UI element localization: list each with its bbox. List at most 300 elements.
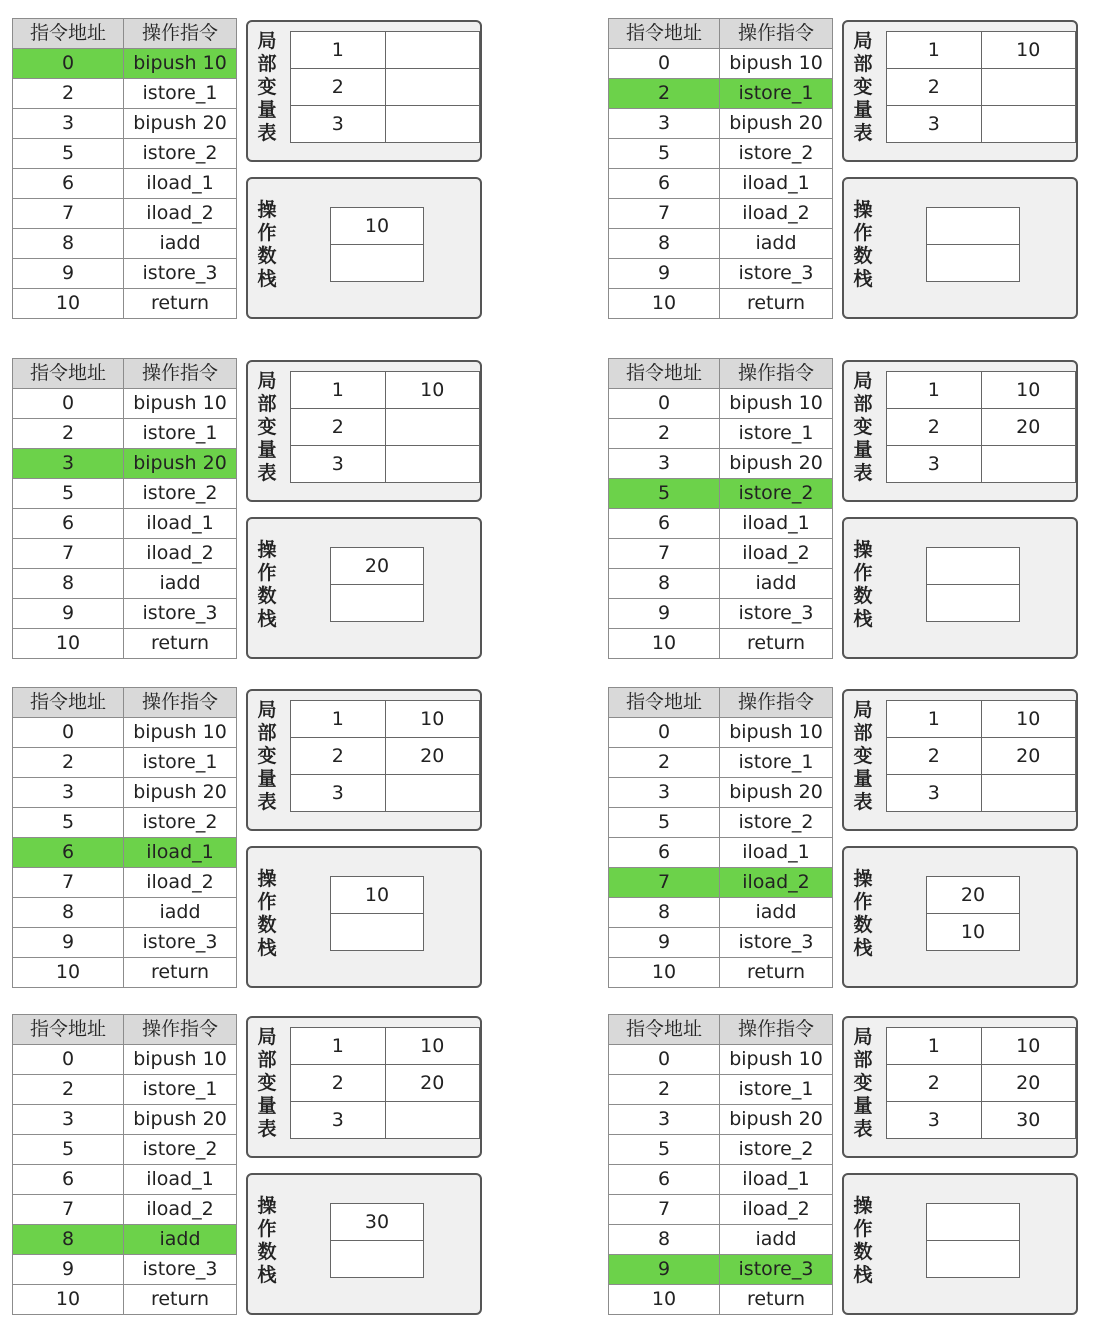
- instruction-opcode: iadd: [720, 569, 833, 599]
- instruction-row: [13, 1105, 237, 1135]
- local-variable-row: [291, 775, 480, 812]
- local-variable-table: [886, 700, 1076, 812]
- instruction-opcode: iload_2: [124, 1195, 237, 1225]
- instruction-opcode: iadd: [720, 229, 833, 259]
- operand-stack-label: [852, 1195, 874, 1287]
- label-char: 局: [853, 370, 873, 392]
- local-variable-row: [291, 701, 480, 738]
- label-char: 量: [853, 99, 873, 121]
- instruction-row: [13, 748, 237, 778]
- label-char: 操: [257, 539, 277, 561]
- stack-slot-value: 10: [331, 208, 424, 245]
- instruction-header-row: [609, 1015, 833, 1045]
- label-char: 变: [257, 416, 277, 438]
- operand-stack-label: [852, 868, 874, 960]
- step-panel: [0, 996, 500, 1308]
- slot-value: 30: [981, 1102, 1076, 1139]
- instruction-row-current: [13, 49, 237, 79]
- slot-value: 10: [385, 701, 480, 738]
- label-char: 作: [853, 1218, 873, 1240]
- operand-stack-table: [926, 207, 1020, 282]
- label-char: 操: [853, 1195, 873, 1217]
- instruction-address: 2: [609, 419, 720, 449]
- label-char: 变: [853, 416, 873, 438]
- label-char: 作: [257, 1218, 277, 1240]
- slot-index: 2: [291, 409, 386, 446]
- instruction-opcode: iadd: [124, 569, 237, 599]
- instruction-address: 7: [13, 868, 124, 898]
- label-char: 量: [257, 768, 277, 790]
- instruction-opcode: bipush 20: [124, 109, 237, 139]
- label-char: 表: [257, 791, 277, 813]
- slot-value: [981, 775, 1076, 812]
- instruction-row: [13, 1135, 237, 1165]
- instruction-opcode: return: [124, 958, 237, 988]
- label-char: 栈: [853, 608, 873, 630]
- instruction-opcode: istore_3: [124, 1255, 237, 1285]
- label-char: 作: [853, 891, 873, 913]
- operand-stack-box: [246, 846, 482, 988]
- instruction-opcode: return: [720, 1285, 833, 1315]
- instruction-address: 9: [609, 259, 720, 289]
- stack-slot-row: [331, 548, 424, 585]
- step-panel: [0, 0, 500, 312]
- slot-value: 10: [981, 1028, 1076, 1065]
- instruction-row-current: [609, 79, 833, 109]
- local-variable-label: [256, 699, 278, 814]
- instruction-address: 0: [609, 1045, 720, 1075]
- instruction-address: 0: [609, 389, 720, 419]
- label-char: 变: [853, 1072, 873, 1094]
- slot-value: [981, 69, 1076, 106]
- instruction-opcode: iload_1: [720, 1165, 833, 1195]
- label-char: 表: [853, 122, 873, 144]
- label-char: 量: [257, 1095, 277, 1117]
- header-address: 指令地址: [13, 19, 124, 49]
- slot-index: 2: [887, 69, 982, 106]
- step-panel: [596, 340, 1096, 652]
- instruction-row: [609, 778, 833, 808]
- slot-index: 1: [887, 701, 982, 738]
- instruction-row: [609, 718, 833, 748]
- header-opcode: 操作指令: [124, 19, 237, 49]
- slot-index: 2: [887, 1065, 982, 1102]
- label-char: 部: [853, 1049, 873, 1071]
- instruction-address: 6: [609, 509, 720, 539]
- label-char: 表: [853, 791, 873, 813]
- label-char: 量: [853, 1095, 873, 1117]
- instruction-opcode: bipush 20: [124, 778, 237, 808]
- instruction-address: 8: [13, 898, 124, 928]
- instruction-address: 7: [609, 199, 720, 229]
- operand-stack-label: [852, 539, 874, 631]
- instruction-row: [609, 199, 833, 229]
- operand-stack-label: [256, 1195, 278, 1287]
- stack-slot-value: [331, 245, 424, 282]
- instruction-address: 6: [13, 838, 124, 868]
- operand-stack-table: [926, 1203, 1020, 1278]
- label-char: 量: [853, 768, 873, 790]
- instruction-opcode: iload_2: [720, 199, 833, 229]
- instruction-address: 8: [609, 898, 720, 928]
- header-opcode: 操作指令: [720, 688, 833, 718]
- instruction-table: [12, 687, 237, 988]
- slot-index: 3: [887, 106, 982, 143]
- operand-stack-box: [246, 177, 482, 319]
- stack-slot-value: [927, 585, 1020, 622]
- instruction-opcode: return: [124, 289, 237, 319]
- operand-stack-label: [256, 199, 278, 291]
- stack-slot-value: 20: [331, 548, 424, 585]
- instruction-opcode: iload_1: [124, 1165, 237, 1195]
- instruction-opcode: bipush 20: [720, 109, 833, 139]
- instruction-opcode: istore_2: [124, 139, 237, 169]
- local-variable-label: [852, 370, 874, 485]
- instruction-address: 7: [609, 868, 720, 898]
- label-char: 操: [853, 199, 873, 221]
- instruction-table: [12, 18, 237, 319]
- local-variable-row: [887, 1065, 1076, 1102]
- label-char: 数: [853, 245, 873, 267]
- step-panel: [596, 996, 1096, 1308]
- label-char: 局: [257, 30, 277, 52]
- label-char: 局: [257, 699, 277, 721]
- instruction-header-row: [609, 688, 833, 718]
- slot-value: 10: [981, 701, 1076, 738]
- label-char: 操: [853, 868, 873, 890]
- instruction-row: [609, 1165, 833, 1195]
- instruction-address: 8: [609, 229, 720, 259]
- label-char: 栈: [257, 608, 277, 630]
- operand-stack-table: [330, 547, 424, 622]
- instruction-address: 7: [13, 1195, 124, 1225]
- instruction-opcode: bipush 10: [720, 389, 833, 419]
- stack-slot-value: [331, 1241, 424, 1278]
- slot-index: 2: [291, 69, 386, 106]
- instruction-address: 5: [13, 808, 124, 838]
- local-variable-label: [852, 699, 874, 814]
- slot-value: 20: [385, 738, 480, 775]
- slot-index: 1: [887, 32, 982, 69]
- instruction-address: 0: [609, 49, 720, 79]
- instruction-row: [13, 1075, 237, 1105]
- instruction-opcode: istore_3: [720, 599, 833, 629]
- instruction-row: [609, 898, 833, 928]
- stack-slot-row: [331, 877, 424, 914]
- instruction-row-current: [609, 1255, 833, 1285]
- instruction-address: 0: [609, 718, 720, 748]
- instruction-address: 6: [13, 1165, 124, 1195]
- instruction-address: 9: [609, 928, 720, 958]
- local-variable-row: [887, 1028, 1076, 1065]
- instruction-address: 5: [13, 1135, 124, 1165]
- instruction-row: [609, 748, 833, 778]
- instruction-opcode: iload_1: [124, 509, 237, 539]
- instruction-opcode: bipush 20: [124, 449, 237, 479]
- instruction-address: 10: [13, 958, 124, 988]
- local-variable-row: [887, 701, 1076, 738]
- instruction-opcode: iadd: [720, 898, 833, 928]
- instruction-address: 10: [609, 289, 720, 319]
- local-variable-row: [887, 775, 1076, 812]
- stack-slot-value: [927, 208, 1020, 245]
- local-variable-label: [256, 370, 278, 485]
- local-variable-table: [290, 700, 480, 812]
- local-variable-row: [291, 32, 480, 69]
- local-variable-row: [291, 1028, 480, 1065]
- instruction-address: 6: [13, 169, 124, 199]
- instruction-opcode: iload_2: [720, 539, 833, 569]
- instruction-row: [13, 778, 237, 808]
- instruction-row: [13, 109, 237, 139]
- instruction-row: [13, 139, 237, 169]
- instruction-row: [13, 509, 237, 539]
- instruction-opcode: bipush 10: [720, 718, 833, 748]
- instruction-row: [13, 1255, 237, 1285]
- stack-slot-row: [331, 1204, 424, 1241]
- instruction-address: 2: [13, 748, 124, 778]
- instruction-row-current: [13, 449, 237, 479]
- label-char: 数: [257, 245, 277, 267]
- instruction-opcode: istore_1: [720, 1075, 833, 1105]
- instruction-row: [13, 169, 237, 199]
- instruction-opcode: return: [124, 629, 237, 659]
- instruction-address: 5: [609, 139, 720, 169]
- instruction-address: 3: [13, 109, 124, 139]
- instruction-opcode: iload_1: [720, 169, 833, 199]
- instruction-row: [609, 389, 833, 419]
- instruction-row: [609, 1195, 833, 1225]
- instruction-row: [13, 1045, 237, 1075]
- instruction-header-row: [13, 1015, 237, 1045]
- instruction-address: 5: [609, 1135, 720, 1165]
- instruction-address: 7: [13, 199, 124, 229]
- slot-index: 3: [291, 446, 386, 483]
- stack-slot-row: [927, 548, 1020, 585]
- label-char: 局: [853, 30, 873, 52]
- stack-slot-row: [927, 914, 1020, 951]
- instruction-row: [13, 1285, 237, 1315]
- instruction-opcode: bipush 10: [720, 49, 833, 79]
- stack-slot-row: [927, 1204, 1020, 1241]
- local-variable-box: [842, 689, 1078, 831]
- instruction-address: 10: [13, 629, 124, 659]
- instruction-address: 9: [609, 599, 720, 629]
- slot-value: [385, 446, 480, 483]
- label-char: 量: [257, 99, 277, 121]
- instruction-opcode: istore_1: [124, 1075, 237, 1105]
- slot-index: 1: [291, 701, 386, 738]
- instruction-row: [609, 109, 833, 139]
- label-char: 数: [257, 585, 277, 607]
- instruction-row: [609, 449, 833, 479]
- instruction-opcode: bipush 20: [124, 1105, 237, 1135]
- label-char: 部: [257, 1049, 277, 1071]
- label-char: 表: [257, 462, 277, 484]
- label-char: 表: [853, 462, 873, 484]
- operand-stack-box: [246, 517, 482, 659]
- stack-slot-value: [927, 548, 1020, 585]
- instruction-opcode: istore_1: [124, 419, 237, 449]
- operand-stack-table: [330, 876, 424, 951]
- instruction-opcode: iload_2: [124, 199, 237, 229]
- instruction-opcode: bipush 10: [124, 718, 237, 748]
- instruction-row: [609, 958, 833, 988]
- slot-index: 3: [291, 106, 386, 143]
- header-address: 指令地址: [13, 359, 124, 389]
- label-char: 数: [853, 585, 873, 607]
- instruction-opcode: bipush 20: [720, 449, 833, 479]
- instruction-row: [609, 539, 833, 569]
- instruction-address: 10: [609, 1285, 720, 1315]
- slot-index: 1: [291, 372, 386, 409]
- instruction-row: [13, 289, 237, 319]
- local-variable-label: [852, 1026, 874, 1141]
- instruction-row: [13, 199, 237, 229]
- instruction-opcode: iadd: [720, 1225, 833, 1255]
- instruction-address: 6: [609, 838, 720, 868]
- local-variable-row: [291, 69, 480, 106]
- local-variable-table: [886, 371, 1076, 483]
- stack-slot-value: [331, 585, 424, 622]
- label-char: 局: [853, 1026, 873, 1048]
- instruction-row: [609, 1105, 833, 1135]
- label-char: 作: [257, 222, 277, 244]
- instruction-row-current: [609, 479, 833, 509]
- stack-slot-row: [331, 1241, 424, 1278]
- local-variable-box: [246, 1016, 482, 1158]
- instruction-row: [609, 629, 833, 659]
- instruction-address: 10: [609, 958, 720, 988]
- label-char: 数: [853, 914, 873, 936]
- local-variable-box: [842, 1016, 1078, 1158]
- header-address: 指令地址: [609, 359, 720, 389]
- operand-stack-table: [926, 876, 1020, 951]
- instruction-header-row: [609, 19, 833, 49]
- instruction-opcode: istore_2: [720, 139, 833, 169]
- instruction-address: 5: [13, 479, 124, 509]
- slot-value: [385, 32, 480, 69]
- local-variable-row: [887, 69, 1076, 106]
- instruction-row: [609, 569, 833, 599]
- instruction-opcode: istore_2: [124, 808, 237, 838]
- label-char: 局: [257, 1026, 277, 1048]
- instruction-address: 9: [13, 1255, 124, 1285]
- instruction-address: 6: [13, 509, 124, 539]
- instruction-opcode: bipush 10: [124, 49, 237, 79]
- instruction-table: [608, 358, 833, 659]
- local-variable-label: [256, 30, 278, 145]
- instruction-row: [13, 599, 237, 629]
- instruction-address: 10: [13, 1285, 124, 1315]
- stack-slot-value: 10: [927, 914, 1020, 951]
- slot-value: [385, 69, 480, 106]
- label-char: 数: [853, 1241, 873, 1263]
- instruction-row: [13, 868, 237, 898]
- instruction-row: [609, 1285, 833, 1315]
- instruction-address: 6: [609, 169, 720, 199]
- instruction-row: [609, 838, 833, 868]
- label-char: 部: [853, 393, 873, 415]
- instruction-opcode: iload_1: [124, 838, 237, 868]
- instruction-opcode: iadd: [124, 1225, 237, 1255]
- instruction-opcode: iload_1: [124, 169, 237, 199]
- instruction-opcode: return: [720, 629, 833, 659]
- slot-value: 20: [385, 1065, 480, 1102]
- stack-slot-row: [331, 585, 424, 622]
- instruction-row: [13, 1195, 237, 1225]
- slot-value: 20: [981, 409, 1076, 446]
- local-variable-row: [887, 446, 1076, 483]
- instruction-row: [13, 958, 237, 988]
- stack-slot-value: 30: [331, 1204, 424, 1241]
- instruction-opcode: return: [124, 1285, 237, 1315]
- slot-index: 3: [887, 775, 982, 812]
- instruction-opcode: iload_1: [720, 838, 833, 868]
- label-char: 栈: [257, 1264, 277, 1286]
- stack-slot-value: [331, 914, 424, 951]
- instruction-row: [609, 289, 833, 319]
- operand-stack-label: [256, 539, 278, 631]
- stack-slot-row: [927, 1241, 1020, 1278]
- instruction-address: 10: [13, 289, 124, 319]
- instruction-opcode: istore_3: [124, 599, 237, 629]
- slot-value: 20: [981, 1065, 1076, 1102]
- local-variable-table: [290, 1027, 480, 1139]
- instruction-row: [609, 169, 833, 199]
- local-variable-row: [291, 409, 480, 446]
- instruction-opcode: istore_1: [720, 419, 833, 449]
- instruction-opcode: iadd: [124, 898, 237, 928]
- instruction-opcode: bipush 20: [720, 778, 833, 808]
- instruction-address: 7: [13, 539, 124, 569]
- label-char: 操: [257, 868, 277, 890]
- instruction-opcode: return: [720, 958, 833, 988]
- instruction-opcode: bipush 10: [124, 389, 237, 419]
- stack-slot-value: 10: [331, 877, 424, 914]
- instruction-address: 3: [13, 1105, 124, 1135]
- instruction-address: 0: [13, 389, 124, 419]
- header-address: 指令地址: [13, 688, 124, 718]
- slot-value: [385, 106, 480, 143]
- local-variable-row: [291, 372, 480, 409]
- instruction-row-current: [13, 1225, 237, 1255]
- instruction-row: [609, 49, 833, 79]
- stack-slot-row: [331, 914, 424, 951]
- instruction-row: [13, 1165, 237, 1195]
- stack-slot-row: [927, 877, 1020, 914]
- stack-slot-value: 20: [927, 877, 1020, 914]
- local-variable-row: [887, 32, 1076, 69]
- step-panel: [0, 669, 500, 981]
- slot-index: 3: [887, 446, 982, 483]
- header-opcode: 操作指令: [720, 359, 833, 389]
- instruction-row: [13, 928, 237, 958]
- instruction-opcode: iload_2: [720, 868, 833, 898]
- operand-stack-table: [926, 547, 1020, 622]
- local-variable-table: [290, 31, 480, 143]
- instruction-row: [13, 79, 237, 109]
- slot-index: 3: [887, 1102, 982, 1139]
- instruction-row: [609, 1045, 833, 1075]
- label-char: 变: [257, 1072, 277, 1094]
- local-variable-row: [887, 409, 1076, 446]
- operand-stack-box: [842, 846, 1078, 988]
- instruction-opcode: istore_3: [720, 1255, 833, 1285]
- operand-stack-table: [330, 1203, 424, 1278]
- instruction-row: [609, 1135, 833, 1165]
- operand-stack-box: [842, 177, 1078, 319]
